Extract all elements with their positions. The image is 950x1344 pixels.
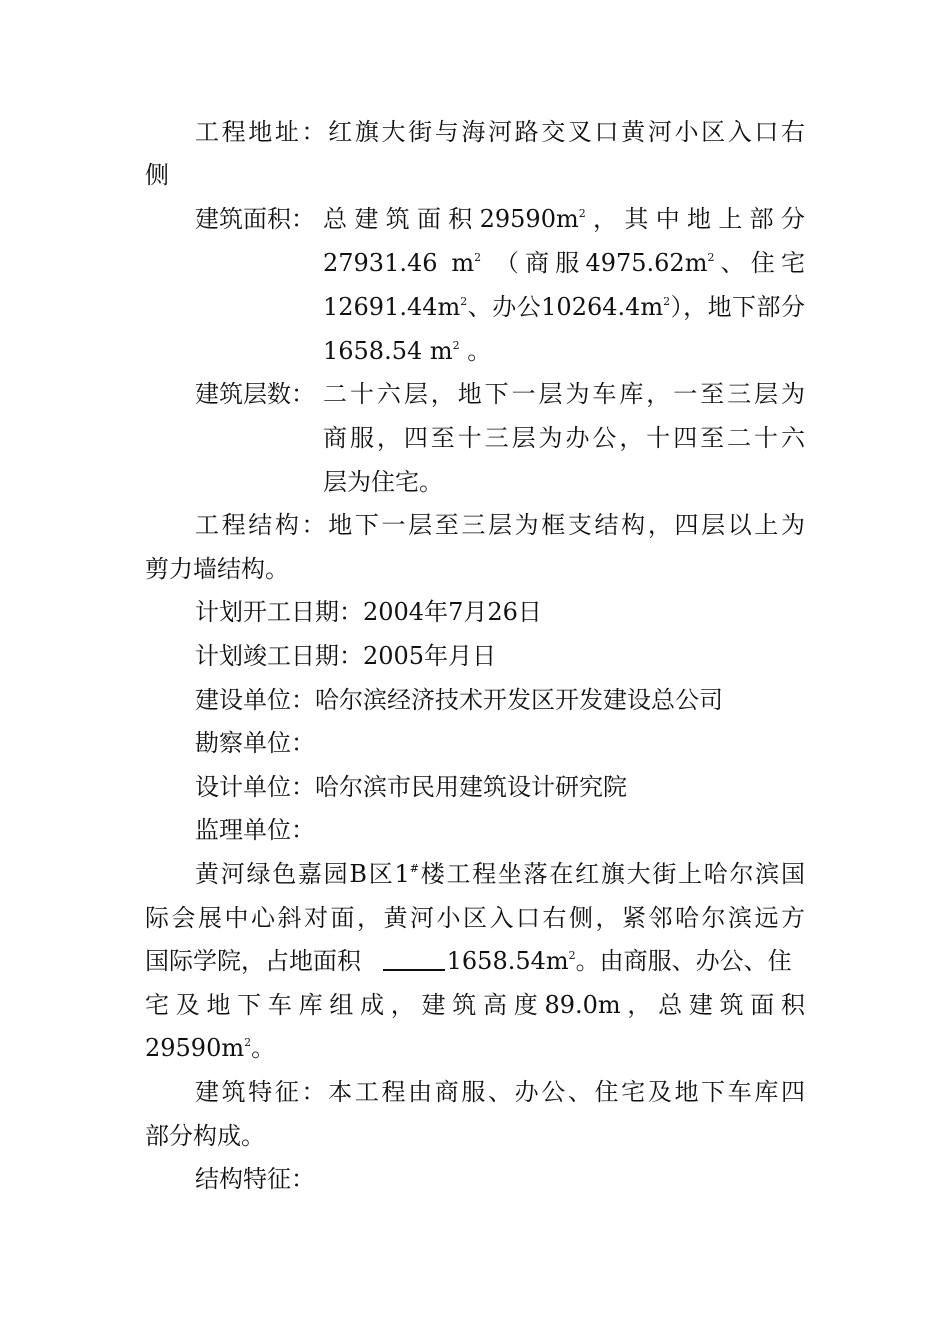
owner-unit: 建设单位：哈尔滨经济技术开发区开发建设总公司 [195,686,723,714]
floors-line-3: 层为住宅。 [323,468,443,496]
overview-line-5: $29590m^2$。 [145,1034,276,1062]
overview-line-4: 宅及地下车库组成，建筑高度89.0m，总建筑面积 [145,991,805,1019]
overview-line-2: 际会展中心斜对面，黄河小区入口右侧，紧邻哈尔滨远方 [145,904,805,932]
overview-line-1: 黄河绿色嘉园B区1#楼工程坐落在红旗大街上哈尔滨国 [195,860,806,888]
floors-label: 建筑层数： [195,380,315,408]
floors-line-1: 二十六层，地下一层为车库，一至三层为 [323,380,805,408]
supervision-unit: 监理单位： [195,816,315,844]
feature-cont: 部分构成。 [145,1122,265,1150]
overview-line-3: 国际学院，占地面积 $1658.54m^2$。由商服、办公、住 [145,947,792,975]
design-unit: 设计单位：哈尔滨市民用建筑设计研究院 [195,773,627,801]
address-line [195,117,805,147]
feature-line: 建筑特征：本工程由商服、办公、住宅及地下车库四 [195,1078,805,1106]
blank-underline [383,947,445,971]
survey-unit: 勘察单位： [195,729,315,757]
area-line-4: 1658.54 $m^2$ 。 [323,337,492,365]
address-label: 工程地址： [195,118,329,146]
structure-line: 工程结构：地下一层至三层为框支结构，四层以上为 [195,511,806,539]
address-text: 红旗大街与海河路交叉口黄河小区入口右 [328,118,806,146]
area-line-2: 27931.46 $m^2$ （商服$4975.62m^2$、住宅 [323,249,805,277]
area-line-1: 总建筑面积$29590m^2$，其中地上部分 [323,205,806,233]
area-line-3: $12691.44m^2$、办公$10264.4m^2$），地下部分 [323,293,805,321]
structure-label: 工程结构： [195,511,329,539]
struct-feature: 结构特征： [195,1165,315,1193]
area-label: 建筑面积： [195,205,315,233]
floors-line-2: 商服，四至十三层为办公，十四至二十六 [323,424,805,452]
start-date: 计划开工日期：2004年7月26日 [195,598,542,626]
address-cont: 侧 [145,161,169,189]
end-date: 计划竣工日期：2005年月日 [195,642,497,670]
structure-cont: 剪力墙结构。 [145,555,289,583]
